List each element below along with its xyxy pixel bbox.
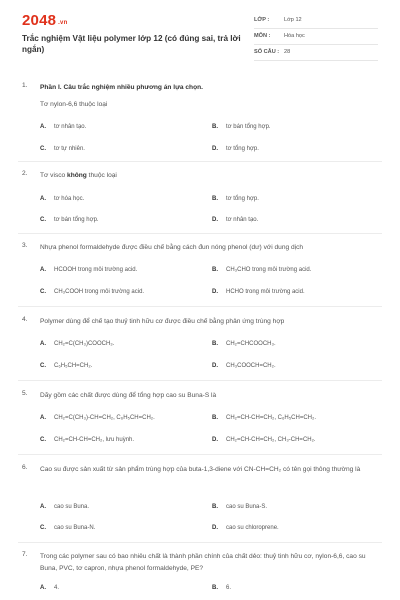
question-text: Cao su được sản xuất từ sản phẩm trùng hợp của buta-1,3-diene với CN-CH=CH₂ có tên gọi thông thường là — [40, 466, 361, 473]
option-d[interactable]: D. cao su chloroprene. — [212, 525, 279, 531]
option-d[interactable]: D. CH₂=CH-CH=CH₂, CH₃-CH=CH₂. — [212, 437, 316, 443]
option-a[interactable]: A. tơ hóa học. — [40, 196, 85, 202]
divider — [18, 233, 382, 234]
option-c[interactable]: C. CH₃COOH trong môi trường acid. — [40, 289, 145, 295]
site-logo[interactable]: 2048 .vn — [22, 12, 68, 29]
option-b[interactable]: B. 6. — [212, 585, 232, 591]
option-c[interactable]: C. tơ tự nhiên. — [40, 146, 85, 152]
option-c[interactable]: C. C₆H₅CH=CH₂. — [40, 363, 93, 369]
page-header — [0, 0, 400, 62]
question-number: 4. — [22, 316, 28, 323]
question-number: 5. — [22, 390, 28, 397]
option-a[interactable]: A. 4. — [40, 585, 60, 591]
question-text: Dãy gồm các chất được dùng để tổng hợp cao su Buna-S là — [40, 392, 217, 399]
option-a[interactable]: A. CH₂=C(CH₃)-CH=CH₂, C₆H₅CH=CH₂. — [40, 415, 155, 421]
option-b[interactable]: B. CH₂=CH-CH=CH₂, C₆H₅CH=CH₂. — [212, 415, 316, 421]
option-c[interactable]: C. tơ bán tổng hợp. — [40, 217, 99, 223]
divider — [18, 542, 382, 543]
divider — [18, 454, 382, 455]
meta-label: SỐ CÂU : — [254, 49, 280, 55]
option-c[interactable]: C. CH₂=CH-CH=CH₂, lưu huỳnh. — [40, 437, 135, 443]
question-number: 6. — [22, 464, 28, 471]
option-d[interactable]: D. tơ tổng hợp. — [212, 146, 259, 152]
option-b[interactable]: B. tơ bán tổng hợp. — [212, 124, 271, 130]
meta-value: 28 — [284, 49, 291, 55]
meta-label: LỚP : — [254, 17, 270, 23]
question-text: Trong các polymer sau có bao nhiêu chất là thành phần chính của chất dẻo: thuỷ tinh hữu cơ, nylon-6,6, cao su Buna, PVC, tơ capron, nhựa phenol formaldehyde, PE? — [40, 553, 366, 572]
section-title: Phần I. Câu trắc nghiệm nhiều phương án lựa chọn. — [40, 84, 203, 91]
question-number: 1. — [22, 82, 28, 89]
option-a[interactable]: A. cao su Buna. — [40, 504, 90, 510]
question-number: 3. — [22, 242, 28, 249]
question-text: Tơ visco không thuộc loại — [40, 172, 117, 179]
meta-row-count — [254, 45, 378, 61]
question-number: 2. — [22, 170, 28, 177]
meta-label: MÔN : — [254, 33, 271, 39]
option-a[interactable]: A. CH₂=C(CH₃)COOCH₃. — [40, 341, 115, 347]
question-text: Polymer dùng để chế tạo thuỷ tinh hữu cơ được điều chế bằng phản ứng trùng hợp — [40, 318, 285, 325]
meta-info — [254, 13, 378, 61]
page-title: Trắc nghiệm Vật liệu polymer lớp 12 (có đúng sai, trả lời ngắn) — [22, 34, 241, 54]
divider — [18, 161, 382, 162]
meta-value: Hóa học — [284, 33, 305, 39]
question-text: Tơ nylon-6,6 thuộc loại — [40, 101, 108, 108]
option-c[interactable]: C. cao su Buna-N. — [40, 525, 96, 531]
question-text: Nhựa phenol formaldehyde được điều chế bằng cách đun nóng phenol (dư) với dung dịch — [40, 244, 304, 251]
option-a[interactable]: A. tơ nhân tạo. — [40, 124, 87, 130]
option-b[interactable]: B. CH₂=CHCOOCH₃. — [212, 341, 276, 347]
meta-row-subject — [254, 29, 378, 45]
divider — [18, 306, 382, 307]
option-a[interactable]: A. HCOOH trong môi trường acid. — [40, 267, 138, 273]
divider — [18, 380, 382, 381]
question-number: 7. — [22, 551, 28, 558]
option-b[interactable]: B. cao su Buna-S. — [212, 504, 268, 510]
option-b[interactable]: B. tơ tổng hợp. — [212, 196, 259, 202]
meta-value: Lớp 12 — [284, 17, 302, 23]
option-d[interactable]: D. CH₃COOCH=CH₂. — [212, 363, 276, 369]
option-d[interactable]: D. tơ nhân tạo. — [212, 217, 259, 223]
option-d[interactable]: D. HCHO trong môi trường acid. — [212, 289, 305, 295]
option-b[interactable]: B. CH₃CHO trong môi trường acid. — [212, 267, 312, 273]
meta-row-class — [254, 13, 378, 29]
